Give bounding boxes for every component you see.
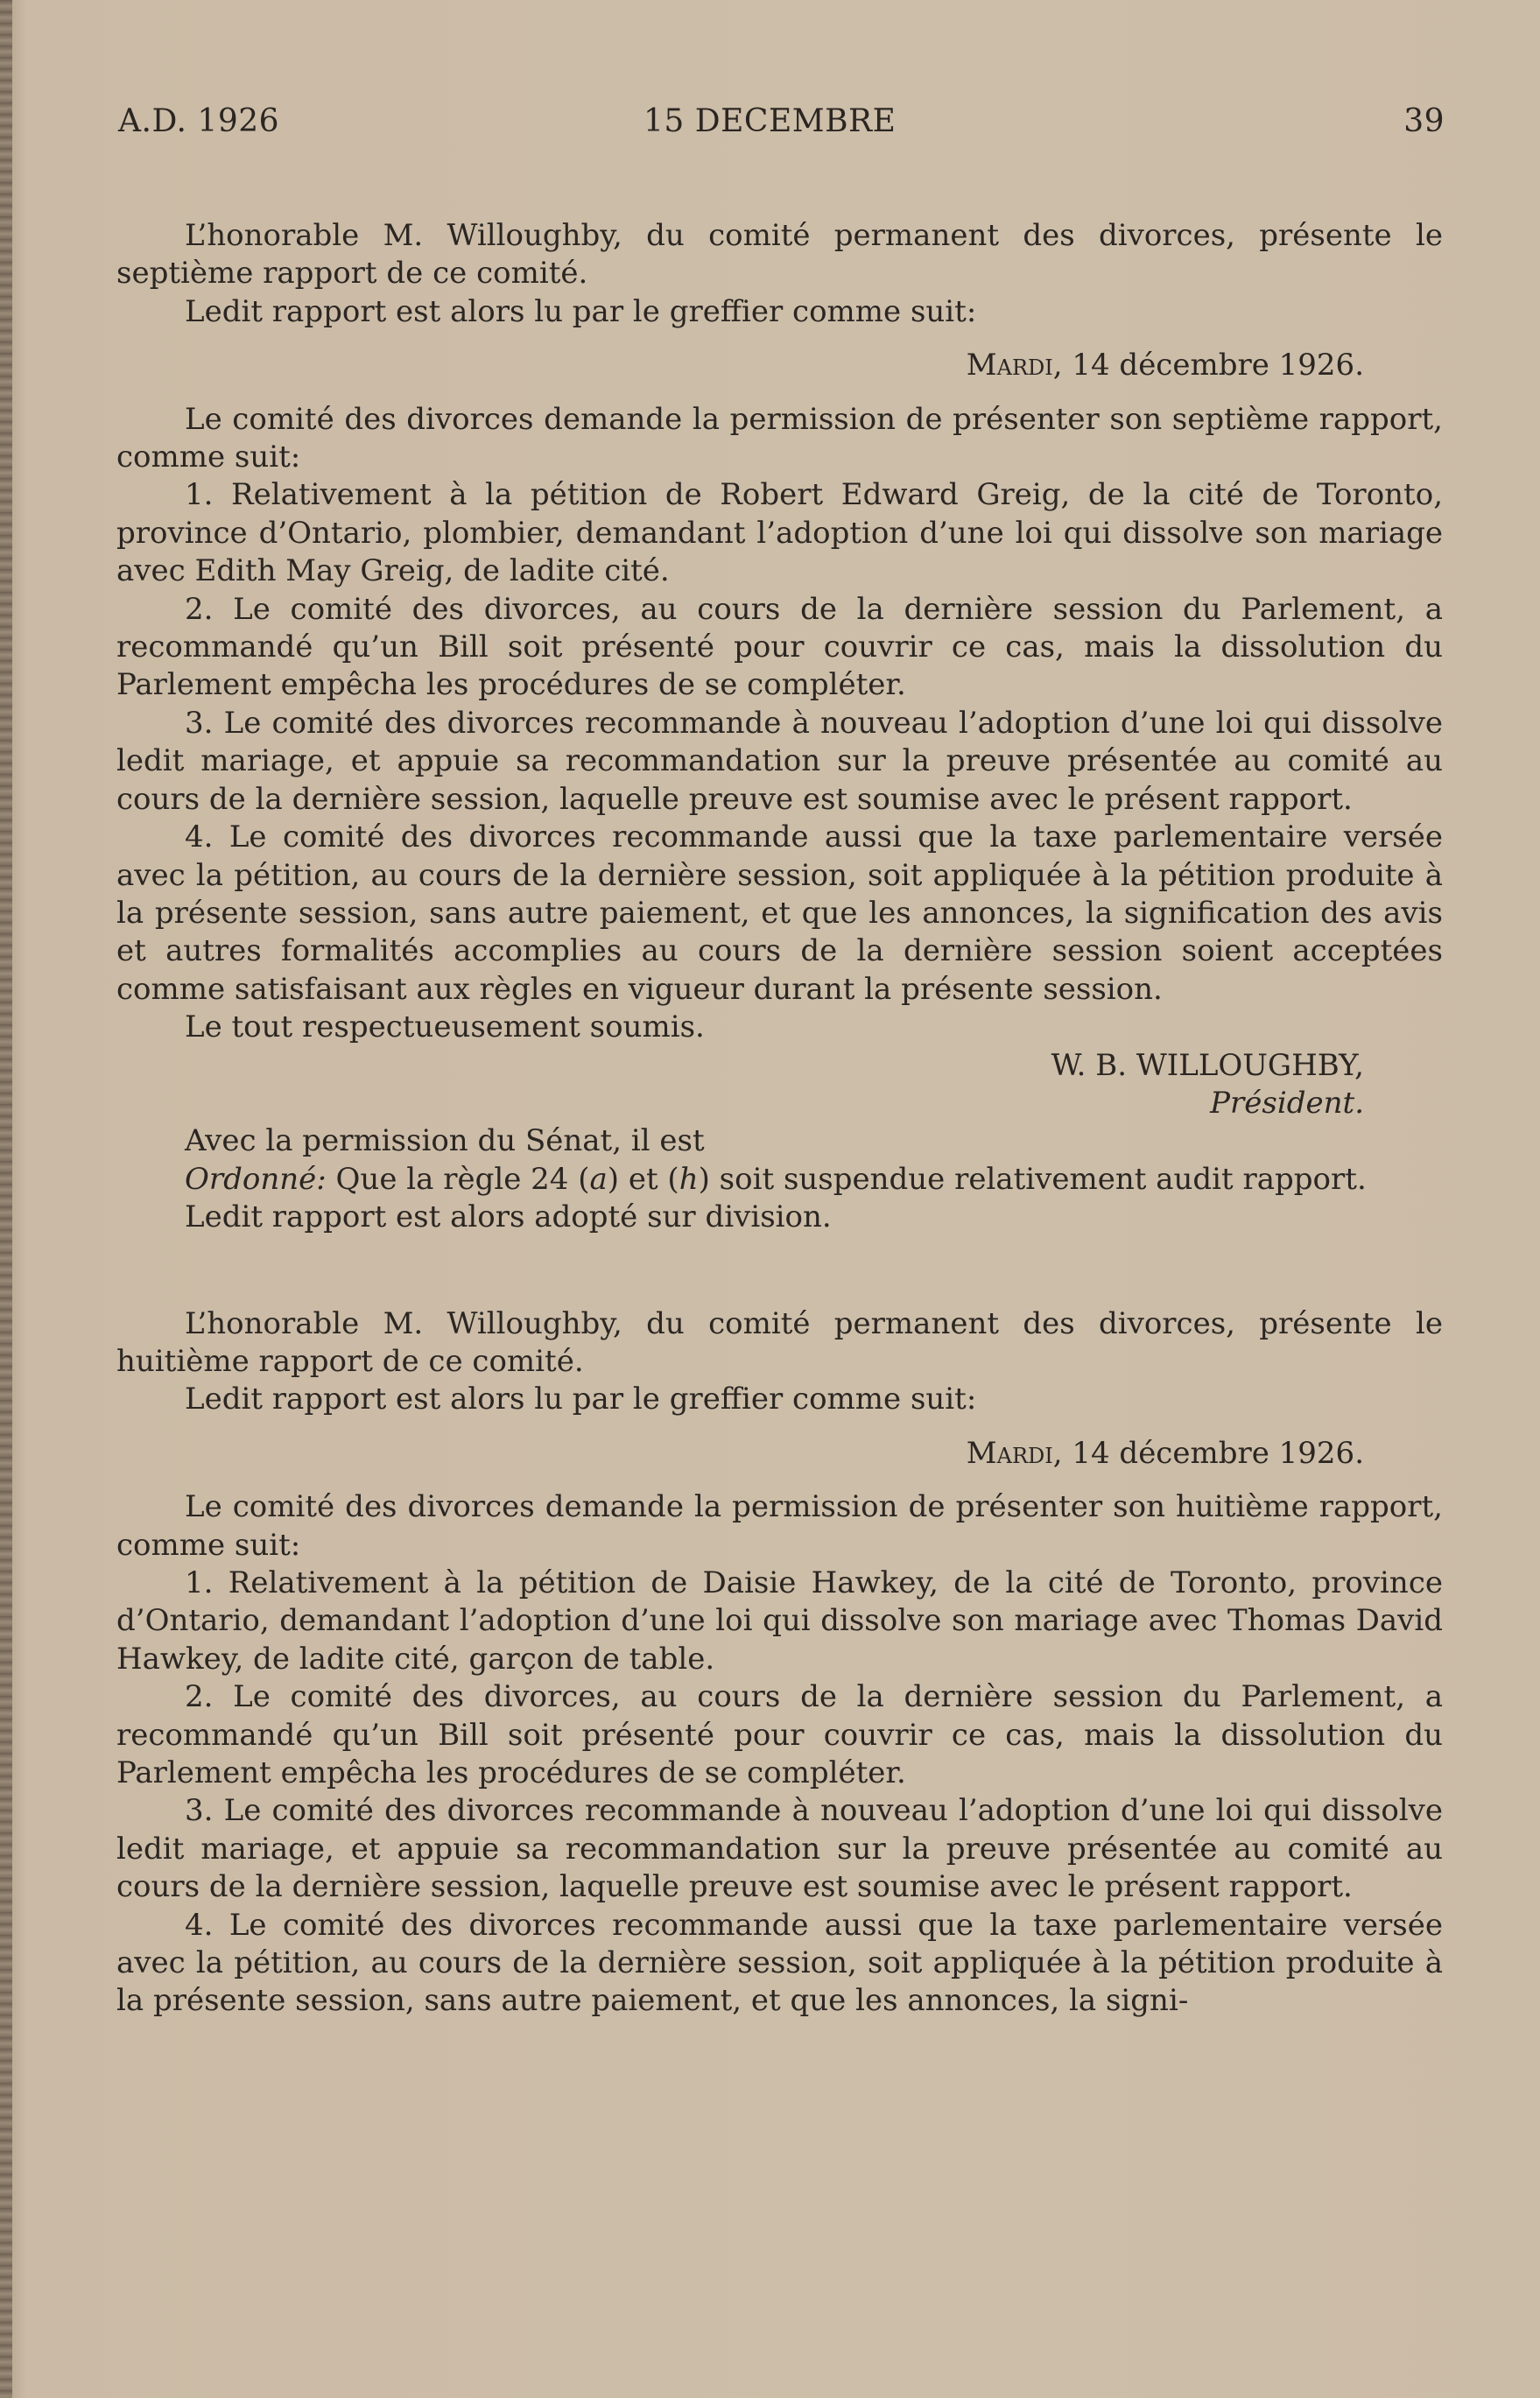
report8-item-4: 4. Le comité des divorces recommande aussi que la taxe parlementaire versée avec la pétition, au cours de la dernière session, soit appliquée à la pétition produite à la présente session, sans autre paiement, et que les annonces, la signi-: [116, 1907, 1443, 2019]
report8-date-rest: 14 décembre 1926.: [1062, 1435, 1364, 1471]
report8-item-3: 3. Le comité des divorces recommande à nouveau l’adoption d’une loi qui dissolve ledit mariage, et appuie sa recommandation sur la preuve présentée au comité au cours de la dernière session, laquelle preuve est soumise avec le présent rapport.: [116, 1793, 1443, 1905]
page-number: 39: [1403, 103, 1445, 139]
report8-date: [116, 1435, 1443, 1473]
header-year: A.D. 1926: [118, 103, 280, 139]
ordered-label: Ordonné:: [185, 1161, 327, 1197]
report7-adopted: Ledit rapport est alors adopté sur division.: [185, 1199, 832, 1235]
report8-preamble: Le comité des divorces demande la permission de présenter son huitième rapport, comme suit:: [116, 1489, 1443, 1563]
book-spine-edge: [0, 0, 12, 2398]
header-date: 15 DECEMBRE: [643, 103, 897, 139]
ordered-text-c: ) soit suspendue relativement audit rapport.: [698, 1161, 1367, 1197]
report7-read: Ledit rapport est alors lu par le greffier comme suit:: [185, 293, 977, 329]
report7-item-2: 2. Le comité des divorces, au cours de la dernière session du Parlement, a recommandé qu’un Bill soit présenté pour couvrir ce cas, mais la dissolution du Parlement empêcha les procédures de se compléter.: [116, 591, 1443, 703]
report8-intro: L’honorable M. Willoughby, du comité permanent des divorces, présente le huitième rapport de ce comité.: [116, 1305, 1443, 1379]
report8-read: Ledit rapport est alors lu par le greffier comme suit:: [185, 1382, 977, 1417]
ordered-rule-h: h: [679, 1161, 699, 1197]
ordered-text-b: ) et (: [607, 1161, 679, 1197]
section-gap: [116, 1237, 1443, 1305]
report7-date-day: Mardi,: [966, 348, 1063, 383]
report7-ordered: [116, 1161, 1443, 1199]
report7-signature-title: Président.: [1210, 1085, 1364, 1121]
ordered-text-a: Que la règle 24 (: [326, 1161, 590, 1197]
report7-item-4: 4. Le comité des divorces recommande aussi que la taxe parlementaire versée avec la pétition, au cours de la dernière session, soit appliquée à la pétition produite à la présente session, sans autre paiement, et que les annonces, la signification des avis et autres formalités accomplies au cours de la dernière session soient acceptées comme satisfaisant aux règles en vigueur durant la présente session.: [116, 819, 1443, 1007]
report7-date-rest: 14 décembre 1926.: [1062, 348, 1364, 383]
report8-item-2: 2. Le comité des divorces, au cours de la dernière session du Parlement, a recommandé qu’un Bill soit présenté pour couvrir ce cas, mais la dissolution du Parlement empêcha les procédures de se compléter.: [116, 1679, 1443, 1791]
report7-permission: Avec la permission du Sénat, il est: [185, 1123, 705, 1159]
report7-preamble: Le comité des divorces demande la permission de présenter son septième rapport, comme suit:: [116, 401, 1443, 475]
ordered-rule-a: a: [589, 1161, 608, 1197]
report8-date-day: Mardi,: [966, 1435, 1063, 1471]
report7-item-3: 3. Le comité des divorces recommande à nouveau l’adoption d’une loi qui dissolve ledit mariage, et appuie sa recommandation sur la preuve présentée au comité au cours de la dernière session, laquelle preuve est soumise avec le présent rapport.: [116, 705, 1443, 817]
report7-signature: W. B. WILLOUGHBY,: [1051, 1047, 1364, 1083]
running-head: [118, 103, 1445, 156]
report7-intro: L’honorable M. Willoughby, du comité permanent des divorces, présente le septième rapport de ce comité.: [116, 218, 1443, 292]
journal-body: [116, 217, 1443, 2021]
report8-item-1: 1. Relativement à la pétition de Daisie Hawkey, de la cité de Toronto, province d’Ontario, demandant l’adoption d’une loi qui dissolve son mariage avec Thomas David Hawkey, de ladite cité, garçon de table.: [116, 1565, 1443, 1677]
report7-closing: Le tout respectueusement soumis.: [185, 1009, 705, 1045]
report7-date: [116, 347, 1443, 384]
report7-item-1: 1. Relativement à la pétition de Robert Edward Greig, de la cité de Toronto, province d’Ontario, plombier, demandant l’adoption d’une loi qui dissolve son mariage avec Edith May Greig, de ladite cité.: [116, 477, 1443, 589]
